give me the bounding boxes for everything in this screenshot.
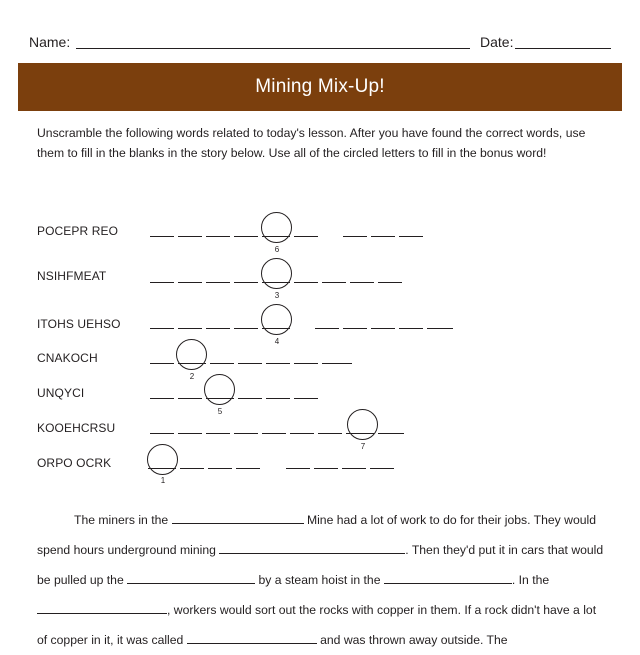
page-title: Mining Mix-Up!: [255, 76, 385, 97]
letter-blank[interactable]: [206, 282, 230, 283]
scrambled-word: CNAKOCH: [37, 351, 98, 365]
letter-blank[interactable]: [206, 433, 230, 434]
letter-blank[interactable]: [180, 468, 204, 469]
scrambled-word: POCEPR REO: [37, 224, 119, 238]
letter-blank[interactable]: [371, 328, 395, 329]
letter-blank[interactable]: [314, 468, 338, 469]
letter-blank[interactable]: [378, 282, 402, 283]
letter-blank[interactable]: [206, 328, 230, 329]
letter-blank[interactable]: [343, 328, 367, 329]
bonus-letter-circle[interactable]: [261, 258, 292, 289]
letter-blank[interactable]: [150, 236, 174, 237]
story-blank[interactable]: [384, 571, 512, 584]
scrambled-word: ITOHS UEHSO: [37, 317, 121, 331]
scrambled-word: KOOEHCRSU: [37, 421, 116, 435]
letter-blank[interactable]: [290, 433, 314, 434]
story-paragraph: [37, 505, 609, 655]
letter-blank[interactable]: [399, 236, 423, 237]
scrambled-word: UNQYCI: [37, 386, 85, 400]
bonus-letter-circle[interactable]: [261, 212, 292, 243]
letter-blank[interactable]: [178, 328, 202, 329]
letter-blank[interactable]: [238, 398, 262, 399]
puzzle-row: [0, 212, 640, 258]
letter-blank[interactable]: [266, 398, 290, 399]
scrambled-word: NSIHFMEAT: [37, 269, 107, 283]
story-text: Mine had a lot of work to do for their jobs. They would spend hours underground mining: [37, 513, 596, 557]
story-blank[interactable]: [187, 631, 317, 644]
letter-blank[interactable]: [150, 433, 174, 434]
letter-blank[interactable]: [315, 328, 339, 329]
letter-blank[interactable]: [342, 468, 366, 469]
letter-blank[interactable]: [150, 398, 174, 399]
letter-blank[interactable]: [236, 468, 260, 469]
letter-blank[interactable]: [350, 282, 374, 283]
letter-blank[interactable]: [234, 433, 258, 434]
letter-blank[interactable]: [178, 433, 202, 434]
letter-blank[interactable]: [150, 363, 174, 364]
circle-number: 2: [189, 372, 195, 381]
letter-blank[interactable]: [318, 433, 342, 434]
name-date-header: [29, 32, 611, 54]
story-text: by a steam hoist in the: [258, 573, 381, 587]
letter-blank[interactable]: [178, 236, 202, 237]
letter-blank[interactable]: [262, 433, 286, 434]
letter-blank[interactable]: [322, 282, 346, 283]
letter-blank[interactable]: [210, 363, 234, 364]
letter-blank[interactable]: [238, 363, 262, 364]
letter-blank[interactable]: [294, 236, 318, 237]
bonus-letter-circle[interactable]: [147, 444, 178, 475]
instructions-text: Unscramble the following words related to today's lesson. After you have found the correct words, use them to fill in the blanks in the story below. Use all of the circled letters to fill in the bonus word!: [37, 126, 586, 160]
scrambled-word: ORPO OCRK: [37, 456, 112, 470]
title-banner: [18, 63, 622, 111]
circle-number: 5: [217, 407, 223, 416]
date-field[interactable]: [515, 48, 611, 49]
bonus-letter-circle[interactable]: [204, 374, 235, 405]
circle-number: 6: [274, 245, 280, 254]
story-text: and was thrown away outside. The: [320, 633, 508, 647]
story-blank[interactable]: [172, 511, 304, 524]
letter-blank[interactable]: [343, 236, 367, 237]
letter-blank[interactable]: [294, 282, 318, 283]
letter-blank[interactable]: [206, 236, 230, 237]
letter-blank[interactable]: [234, 282, 258, 283]
letter-blank[interactable]: [178, 282, 202, 283]
bonus-letter-circle[interactable]: [261, 304, 292, 335]
letter-blank[interactable]: [294, 363, 318, 364]
circle-number: 1: [160, 476, 166, 485]
letter-blank[interactable]: [378, 433, 404, 434]
letter-blank[interactable]: [294, 398, 318, 399]
name-field[interactable]: [76, 48, 470, 49]
letter-blank[interactable]: [208, 468, 232, 469]
letter-blank[interactable]: [150, 282, 174, 283]
story-blank[interactable]: [37, 601, 167, 614]
story-blank[interactable]: [219, 541, 405, 554]
name-label: Name:: [29, 34, 71, 50]
letter-blank[interactable]: [234, 236, 258, 237]
letter-blank[interactable]: [427, 328, 453, 329]
story-blank[interactable]: [127, 571, 255, 584]
bonus-letter-circle[interactable]: [347, 409, 378, 440]
letter-blank[interactable]: [370, 468, 394, 469]
circle-number: 3: [274, 291, 280, 300]
story-text: . Then they'd put it in cars that would be pulled up the: [37, 543, 604, 587]
letter-blank[interactable]: [150, 328, 174, 329]
circle-number: 7: [360, 442, 366, 451]
circle-number: 4: [274, 337, 280, 346]
story-text: . In the: [511, 573, 550, 587]
story-text: , workers would sort out the rocks with copper in them. If a rock didn't have a lot of copper in it, it was called: [37, 603, 597, 647]
letter-blank[interactable]: [234, 328, 258, 329]
letter-blank[interactable]: [178, 398, 202, 399]
letter-blank[interactable]: [322, 363, 352, 364]
letter-blank[interactable]: [371, 236, 395, 237]
letter-blank[interactable]: [399, 328, 423, 329]
puzzle-row: [0, 258, 640, 304]
letter-blank[interactable]: [266, 363, 290, 364]
date-label: Date:: [480, 34, 514, 50]
story-text: The miners in the: [74, 513, 169, 527]
letter-blank[interactable]: [286, 468, 310, 469]
bonus-letter-circle[interactable]: [176, 339, 207, 370]
puzzle-row: [0, 444, 640, 490]
